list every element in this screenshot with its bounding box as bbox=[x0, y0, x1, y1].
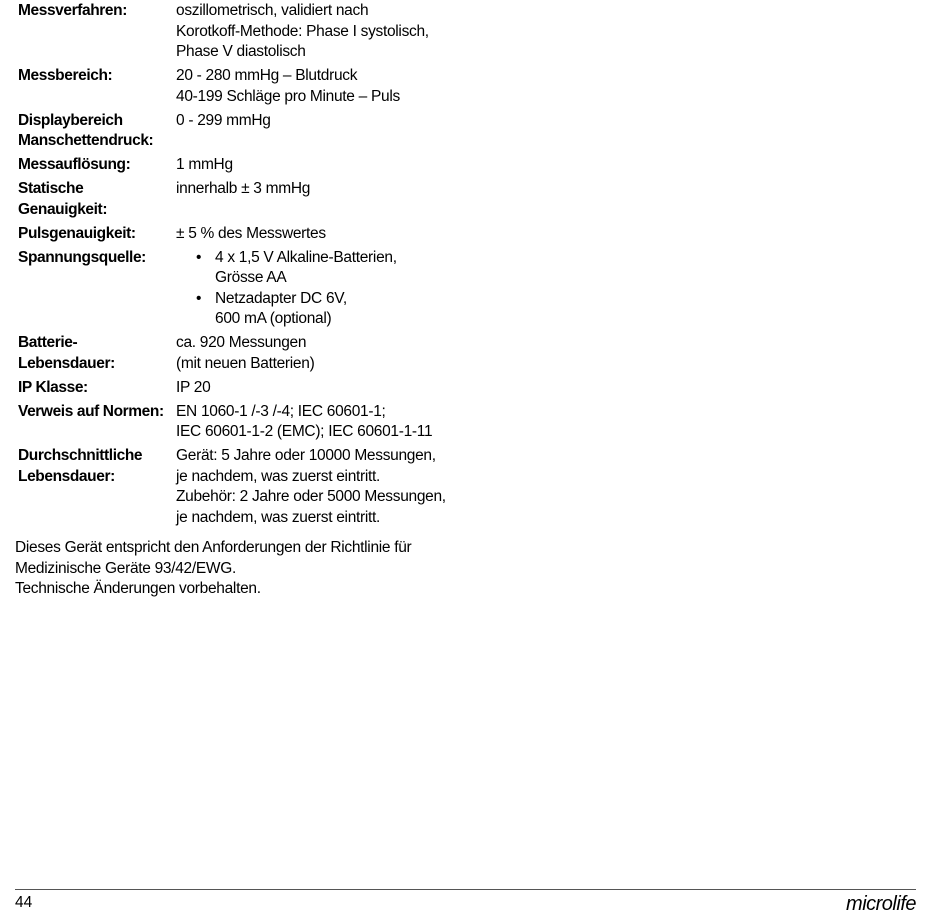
spec-label bbox=[18, 155, 176, 176]
spec-label-line: Spannungsquelle: bbox=[18, 248, 146, 266]
spec-value bbox=[176, 179, 488, 220]
spec-row bbox=[18, 179, 488, 220]
specifications-table bbox=[18, 1, 488, 532]
microlife-logo: microlife bbox=[846, 893, 916, 915]
spec-label bbox=[18, 66, 176, 107]
power-source-text bbox=[215, 248, 397, 289]
spec-value-line: IEC 60601-1-2 (EMC); IEC 60601-1-11 bbox=[176, 423, 433, 440]
power-source-line: 4 x 1,5 V Alkaline-Batterien, bbox=[215, 248, 397, 266]
spec-label-line: Messverfahren: bbox=[18, 2, 127, 19]
spec-label-line: Messauflösung: bbox=[18, 156, 131, 173]
spec-value bbox=[176, 378, 488, 399]
spec-row bbox=[18, 378, 488, 399]
note-line: Technische Änderungen vorbehalten. bbox=[15, 580, 261, 597]
spec-value-line: 20 - 280 mmHg – Blutdruck bbox=[176, 67, 358, 84]
spec-label bbox=[18, 179, 176, 220]
spec-value-line: IP 20 bbox=[176, 378, 211, 396]
spec-value bbox=[176, 224, 488, 245]
spec-value bbox=[176, 111, 488, 152]
spec-label-line: Lebensdauer: bbox=[18, 354, 115, 372]
compliance-notes bbox=[15, 538, 411, 600]
spec-label-line: Statische bbox=[18, 180, 84, 197]
spec-label-line: IP Klasse: bbox=[18, 378, 88, 396]
power-source-line: Grösse AA bbox=[215, 269, 287, 286]
spec-value-line: 40-199 Schläge pro Minute – Puls bbox=[176, 87, 400, 105]
spec-value-line: je nachdem, was zuerst eintritt. bbox=[176, 508, 381, 526]
spec-label-line: Manschettendruck: bbox=[18, 132, 154, 149]
spec-value-line: je nachdem, was zuerst eintritt. bbox=[176, 467, 381, 485]
note-line: Dieses Gerät entspricht den Anforderungen der Richtlinie für bbox=[15, 539, 412, 556]
spec-label-line: Pulsgenauigkeit: bbox=[18, 224, 136, 242]
spec-value-line: Gerät: 5 Jahre oder 10000 Messungen, bbox=[176, 447, 436, 464]
spec-value bbox=[176, 155, 488, 176]
power-source-line: Netzadapter DC 6V, bbox=[215, 289, 347, 307]
power-source-line: 600 mA (optional) bbox=[215, 310, 332, 327]
spec-label-line: Batterie- bbox=[18, 334, 78, 351]
spec-value-line: (mit neuen Batterien) bbox=[176, 354, 315, 372]
spec-label-line: Verweis auf Normen: bbox=[18, 402, 164, 420]
page-number: 44 bbox=[15, 894, 33, 911]
spec-value bbox=[176, 333, 488, 374]
spec-label bbox=[18, 402, 176, 443]
spec-row bbox=[18, 402, 488, 443]
power-source-text bbox=[215, 289, 347, 330]
bullet-icon: • bbox=[196, 248, 202, 266]
spec-value-line: EN 1060-1 /-3 /-4; IEC 60601-1; bbox=[176, 402, 386, 420]
spec-row bbox=[18, 1, 488, 63]
spec-label bbox=[18, 248, 176, 330]
spec-row bbox=[18, 248, 488, 330]
spec-label bbox=[18, 1, 176, 63]
spec-value-line: oszillometrisch, validiert nach bbox=[176, 2, 369, 19]
spec-value bbox=[176, 248, 488, 330]
spec-value-line: innerhalb ± 3 mmHg bbox=[176, 180, 311, 197]
spec-value-line: Zubehör: 2 Jahre oder 5000 Messungen, bbox=[176, 488, 446, 505]
spec-value-line: ± 5 % des Messwertes bbox=[176, 224, 326, 242]
spec-value-line: 0 - 299 mmHg bbox=[176, 111, 271, 129]
spec-value bbox=[176, 66, 488, 107]
spec-label-line: Displaybereich bbox=[18, 111, 123, 129]
spec-row bbox=[18, 224, 488, 245]
spec-row bbox=[18, 66, 488, 107]
spec-label-line: Messbereich: bbox=[18, 67, 113, 84]
spec-value-line: ca. 920 Messungen bbox=[176, 334, 307, 351]
power-source-item bbox=[196, 289, 488, 330]
spec-label bbox=[18, 446, 176, 528]
power-source-item bbox=[196, 248, 488, 289]
spec-row bbox=[18, 155, 488, 176]
spec-label-line: Lebensdauer: bbox=[18, 467, 115, 485]
spec-label-line: Genauigkeit: bbox=[18, 200, 108, 218]
spec-label bbox=[18, 224, 176, 245]
spec-value-line: Korotkoff-Methode: Phase I systolisch, bbox=[176, 22, 429, 40]
spec-row bbox=[18, 446, 488, 528]
spec-value-line: 1 mmHg bbox=[176, 156, 233, 173]
spec-label-line: Durchschnittliche bbox=[18, 447, 143, 464]
spec-label bbox=[18, 333, 176, 374]
spec-label bbox=[18, 111, 176, 152]
spec-value bbox=[176, 402, 488, 443]
spec-row bbox=[18, 333, 488, 374]
spec-value-line: Phase V diastolisch bbox=[176, 43, 306, 60]
spec-value bbox=[176, 446, 488, 528]
spec-row bbox=[18, 111, 488, 152]
bullet-icon: • bbox=[196, 289, 202, 307]
spec-value bbox=[176, 1, 488, 63]
note-line: Medizinische Geräte 93/42/EWG. bbox=[15, 559, 237, 577]
spec-label bbox=[18, 378, 176, 399]
footer-divider bbox=[15, 889, 916, 890]
